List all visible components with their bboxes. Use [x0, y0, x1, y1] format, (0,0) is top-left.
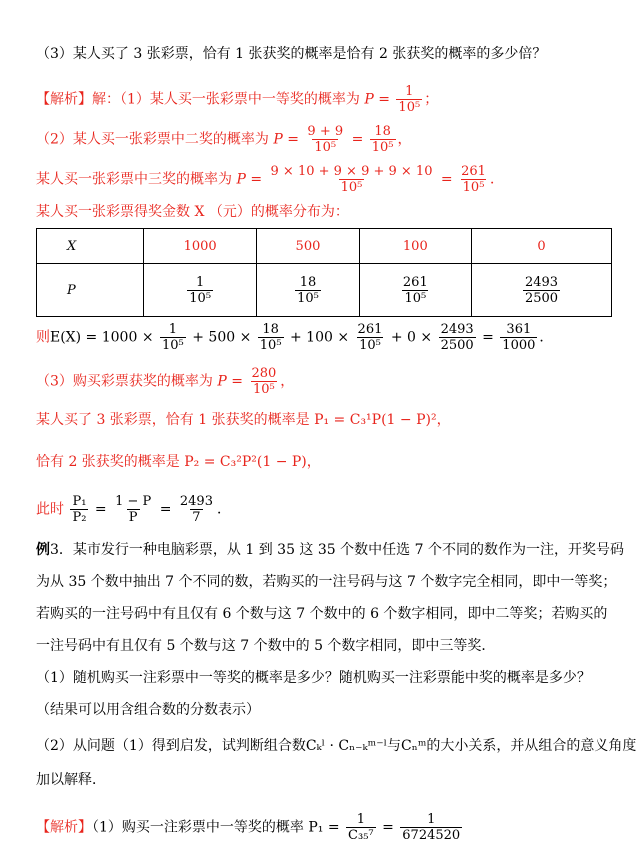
solution-part2: （2）某人买一张彩票中二奖的概率为 P = $\frac{9 + 9}{\text{10⁵}}$ = $\frac{18}{\text{10⁵}}$ ，	[36, 124, 412, 155]
final-solution-line: 【解析】（1）购买一注彩票中一等奖的概率 P₁ = $\frac{1}{\text{C₃₅⁷}}$ = $\frac{1}{6724520}$	[36, 812, 461, 843]
distribution-intro: 某人买一张彩票得奖金数 X （元）的概率分布为：	[36, 204, 349, 220]
example-3-line4: 一注号码中有且仅有 5 个数与这 7 个数中的 5 个数字相同，即中三等奖．	[36, 638, 496, 654]
table-cell: $\frac{261}{\text{10⁵}}$	[359, 264, 471, 317]
table-row	[37, 264, 612, 317]
expectation-line: 则E(X) = 1000 × $\frac{1}{\text{10⁵}}$ + 500 × $\frac{18}{\text{10⁵}}$ + 100 × $\frac{261}{\text{10⁵}}$ + 0 × $\frac{2493}{2500}$ = $\frac{361}{1000}$ ．	[36, 322, 554, 353]
question-2-line1: （2）从问题（1）得到启发，试判断组合数Cₖˡ · Cₙ₋ₖᵐ⁻ˡ与Cₙᵐ的大小关系，并从组合的意义角度	[36, 738, 637, 754]
table-cell: $\frac{1}{\text{10⁵}}$	[144, 264, 257, 317]
p1-line: 某人买了 3 张彩票，恰有 1 张获奖的概率是 P₁ = C₃¹P(1 − P)²，	[36, 412, 451, 428]
example-3-line1: 例3．某市发行一种电脑彩票，从 1 到 35 这 35 个数中任选 7 个不同的数作为一注，开奖号码	[36, 542, 624, 558]
example-3-line3: 若购买的一注号码中有且仅有 6 个数与这 7 个数中的 6 个数字相同，即中二等奖；若购买的	[36, 606, 608, 622]
question-3-text: （3）某人买了 3 张彩票，恰有 1 张获奖的概率是恰有 2 张获奖的概率的多少倍？	[36, 46, 547, 62]
table-header-p: P	[37, 264, 144, 317]
solution-part1: 【解析】解：（1）某人买一张彩票中一等奖的概率为 P = $\frac{1}{\text{10⁵}}$ ；	[36, 84, 439, 115]
solution-part3: 某人买一张彩票中三奖的概率为 P = $\frac{9 \times 10 + 9 \times 9 + 9 \times 10}{\text{10⁵}}$ = $\frac{261}{\text{10⁵}}$ ．	[36, 164, 504, 195]
fraction: $\frac{18}{\text{10⁵}}$	[371, 124, 394, 155]
win-probability-line: （3）购买彩票获奖的概率为 P = $\frac{280}{\text{10⁵}}$ ，	[36, 366, 295, 397]
table-cell: 0	[472, 229, 612, 264]
solution-part1-text: 解：（1）某人买一张彩票中一等奖的概率为	[92, 91, 360, 108]
solution-part2-text: （2）某人买一张彩票中二奖的概率为	[36, 131, 269, 148]
table-cell: 100	[359, 229, 471, 264]
solution-part3-text: 某人买一张彩票中三奖的概率为	[36, 171, 232, 188]
fraction: $\frac{1}{\text{10⁵}}$	[398, 84, 421, 115]
fraction: $\frac{261}{\text{10⁵}}$	[461, 164, 486, 195]
ratio-line: 此时 $\frac{\text{P₁}}{\text{P₂}}$ = $\frac{1 - P}{P}$ = $\frac{2493}{7}$ ．	[36, 494, 231, 525]
solution-tag: 【解析】	[36, 91, 92, 108]
example-label: 例	[36, 542, 50, 558]
fraction: $\frac{9 + 9}{\text{10⁵}}$	[307, 124, 344, 155]
table-cell: 500	[257, 229, 359, 264]
p2-line: 恰有 2 张获奖的概率是 P₂ = C₃²P²(1 − P)，	[36, 454, 321, 470]
combination-expression: Cₙᵐ	[401, 738, 427, 754]
question-1-line: （1）随机购买一注彩票中一等奖的概率是多少？随机购买一注彩票能中奖的概率是多少？	[36, 670, 591, 686]
question-2-line2: 加以解释．	[36, 772, 106, 788]
question-1-note: （结果可以用含组合数的分数表示）	[36, 702, 260, 718]
table-cell: $\frac{2493}{2500}$	[472, 264, 612, 317]
table-row	[37, 229, 612, 264]
table-cell: 1000	[144, 229, 257, 264]
table-cell: $\frac{18}{\text{10⁵}}$	[257, 264, 359, 317]
table-header-x: X	[37, 229, 144, 264]
distribution-table	[36, 228, 612, 317]
fraction: $\frac{9 \times 10 + 9 \times 9 + 9 \times 10}{\text{10⁵}}$	[270, 164, 433, 195]
example-3-line2: 为从 35 个数中抽出 7 个不同的数，若购买的一注号码与这 7 个数字完全相同，即中一等奖；	[36, 574, 617, 590]
solution-tag: 【解析】	[36, 819, 92, 836]
combination-expression: Cₖˡ · Cₙ₋ₖᵐ⁻ˡ	[305, 738, 388, 754]
